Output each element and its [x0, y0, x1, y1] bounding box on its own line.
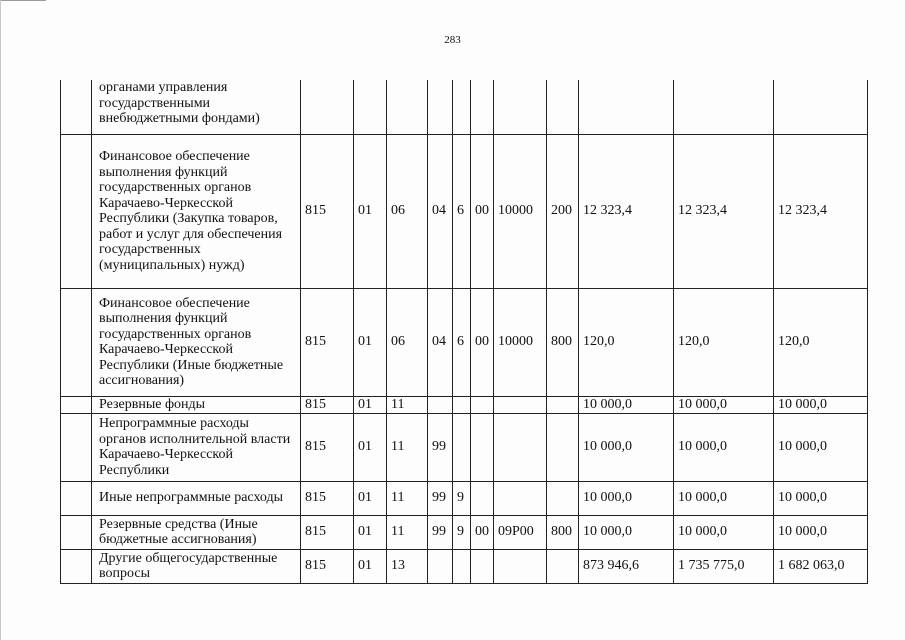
row-index-cell [61, 481, 92, 515]
table-row [61, 80, 868, 134]
row-index-cell [61, 288, 92, 396]
expense-code-cell [494, 549, 547, 583]
expense-type-cell [547, 481, 579, 515]
page-number: 283 [444, 34, 461, 46]
sum-year2-cell: 1 735 775,0 [674, 549, 774, 583]
item-name-cell: Резервные средства (Иные бюджетные ассигнования) [92, 515, 301, 549]
gr-code-cell: 815 [301, 413, 354, 481]
table-row [61, 549, 868, 583]
gr-code-cell: 815 [301, 134, 354, 288]
section-cell: 01 [354, 515, 387, 549]
subprogram-cell: 6 [453, 134, 471, 288]
program-cell: 99 [428, 413, 453, 481]
row-index-cell [61, 80, 92, 134]
table-row [61, 515, 868, 549]
sum-year1-cell: 10 000,0 [579, 515, 674, 549]
gr-code-cell: 815 [301, 481, 354, 515]
sum-year2-cell: 12 323,4 [674, 134, 774, 288]
direction-cell [471, 481, 494, 515]
section-cell: 01 [354, 481, 387, 515]
sum-year2-cell [674, 80, 774, 134]
expense-code-cell [494, 413, 547, 481]
sum-year2-cell: 10 000,0 [674, 481, 774, 515]
sum-year3-cell: 1 682 063,0 [774, 549, 868, 583]
expense-type-cell [547, 549, 579, 583]
direction-cell [471, 80, 494, 134]
subsection-cell: 06 [387, 288, 428, 396]
section-cell: 01 [354, 396, 387, 413]
subsection-cell: 13 [387, 549, 428, 583]
expense-code-cell: 10000 [494, 134, 547, 288]
sum-year3-cell: 10 000,0 [774, 396, 868, 413]
direction-cell: 00 [471, 134, 494, 288]
sum-year3-cell: 12 323,4 [774, 134, 868, 288]
table-row [61, 396, 868, 413]
sum-year2-cell: 10 000,0 [674, 515, 774, 549]
direction-cell: 00 [471, 515, 494, 549]
expense-type-cell: 800 [547, 515, 579, 549]
table-row [61, 481, 868, 515]
expense-type-cell [547, 396, 579, 413]
subprogram-cell [453, 80, 471, 134]
expense-code-cell [494, 396, 547, 413]
subsection-cell: 11 [387, 413, 428, 481]
sum-year1-cell: 10 000,0 [579, 396, 674, 413]
program-cell: 99 [428, 481, 453, 515]
expense-type-cell: 800 [547, 288, 579, 396]
direction-cell: 00 [471, 288, 494, 396]
gr-code-cell: 815 [301, 288, 354, 396]
row-index-cell [61, 515, 92, 549]
budget-table [60, 80, 868, 584]
expense-type-cell: 200 [547, 134, 579, 288]
subsection-cell: 06 [387, 134, 428, 288]
table-row [61, 413, 868, 481]
subprogram-cell [453, 549, 471, 583]
program-cell: 99 [428, 515, 453, 549]
expense-code-cell [494, 481, 547, 515]
section-cell: 01 [354, 134, 387, 288]
subprogram-cell: 9 [453, 515, 471, 549]
sum-year1-cell: 12 323,4 [579, 134, 674, 288]
direction-cell [471, 413, 494, 481]
sum-year3-cell: 10 000,0 [774, 481, 868, 515]
sum-year1-cell: 10 000,0 [579, 413, 674, 481]
expense-code-cell [494, 80, 547, 134]
sum-year2-cell: 10 000,0 [674, 396, 774, 413]
item-name-cell: Резервные фонды [92, 396, 301, 413]
direction-cell [471, 549, 494, 583]
sum-year1-cell [579, 80, 674, 134]
sum-year2-cell: 10 000,0 [674, 413, 774, 481]
item-name-cell: Непрограммные расходы органов исполнительной власти Карачаево-Черкесской Республики [92, 413, 301, 481]
program-cell [428, 396, 453, 413]
row-index-cell [61, 549, 92, 583]
sum-year1-cell: 873 946,6 [579, 549, 674, 583]
item-name-cell: Иные непрограммные расходы [92, 481, 301, 515]
sum-year3-cell: 120,0 [774, 288, 868, 396]
subsection-cell: 11 [387, 396, 428, 413]
table-row [61, 288, 868, 396]
item-name-cell: Другие общегосударственные вопросы [92, 549, 301, 583]
section-cell [354, 80, 387, 134]
gr-code-cell: 815 [301, 515, 354, 549]
program-cell [428, 549, 453, 583]
expense-code-cell: 10000 [494, 288, 547, 396]
sum-year1-cell: 120,0 [579, 288, 674, 396]
item-name-cell: Финансовое обеспечение выполнения функций государственных органов Карачаево-Черкесской Республики (Закупка товаров, работ и услуг для обеспечения государственных (муниципальных) нужд) [92, 134, 301, 288]
gr-code-cell: 815 [301, 396, 354, 413]
program-cell: 04 [428, 288, 453, 396]
expense-type-cell [547, 413, 579, 481]
gr-code-cell: 815 [301, 549, 354, 583]
section-cell: 01 [354, 413, 387, 481]
direction-cell [471, 396, 494, 413]
table-row [61, 134, 868, 288]
sum-year3-cell [774, 80, 868, 134]
program-cell [428, 80, 453, 134]
item-name-cell: Финансовое обеспечение выполнения функций государственных органов Карачаево-Черкесской Республики (Иные бюджетные ассигнования) [92, 288, 301, 396]
section-cell: 01 [354, 549, 387, 583]
subsection-cell: 11 [387, 515, 428, 549]
subprogram-cell [453, 396, 471, 413]
sum-year3-cell: 10 000,0 [774, 515, 868, 549]
scan-edge-top-left [0, 0, 46, 1]
sum-year2-cell: 120,0 [674, 288, 774, 396]
subprogram-cell: 9 [453, 481, 471, 515]
gr-code-cell [301, 80, 354, 134]
scan-edge-left [0, 0, 1, 640]
sum-year3-cell: 10 000,0 [774, 413, 868, 481]
subprogram-cell [453, 413, 471, 481]
section-cell: 01 [354, 288, 387, 396]
item-name-cell: органами управления государственными внебюджетными фондами) [92, 80, 301, 134]
subsection-cell: 11 [387, 481, 428, 515]
row-index-cell [61, 413, 92, 481]
program-cell: 04 [428, 134, 453, 288]
expense-type-cell [547, 80, 579, 134]
row-index-cell [61, 134, 92, 288]
sum-year1-cell: 10 000,0 [579, 481, 674, 515]
expense-code-cell: 09Р00 [494, 515, 547, 549]
subsection-cell [387, 80, 428, 134]
subprogram-cell: 6 [453, 288, 471, 396]
row-index-cell [61, 396, 92, 413]
